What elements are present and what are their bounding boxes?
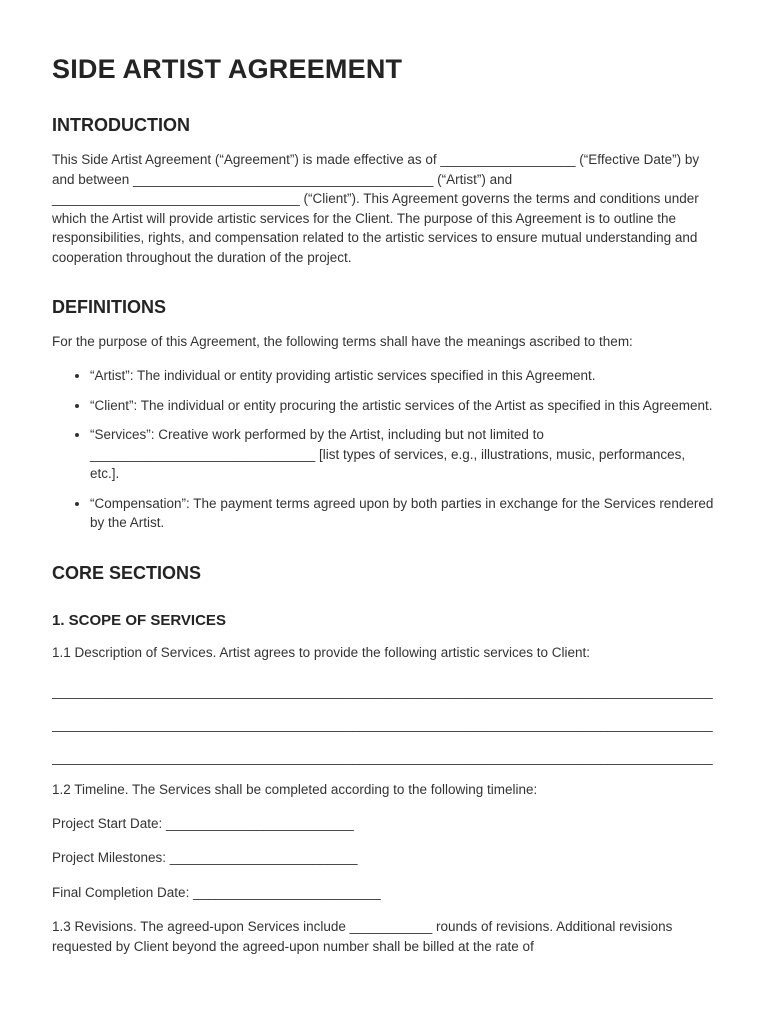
heading-definitions: DEFINITIONS (52, 297, 167, 318)
definitions-intro-paragraph: For the purpose of this Agreement, the following terms shall have the meanings ascribed to them: (52, 334, 633, 350)
clause-1-2-timeline: 1.2 Timeline. The Services shall be completed according to the following timeline: (52, 782, 538, 798)
heading-core-sections: CORE SECTIONS (52, 562, 202, 583)
definition-artist: • “Artist”: The individual or entity providing artistic services specified in this Agreement. (90, 366, 718, 386)
heading-scope-of-services: 1. SCOPE OF SERVICES (52, 611, 226, 629)
field-project-start-date: Project Start Date: _________________________ (52, 815, 354, 831)
field-project-milestones: Project Milestones: _________________________ (52, 850, 358, 866)
definitions-list (52, 366, 718, 533)
definition-services: • “Services”: Creative work performed by the Artist, including but not limited to ______________________________ [list types of services, e.g., illustrations, music, performances, etc.]. (90, 425, 718, 484)
document-title: SIDE ARTIST AGREEMENT (52, 54, 403, 84)
definition-client: • “Client”: The individual or entity procuring the artistic services of the Artist as specified in this Agreement. (90, 396, 718, 416)
clause-1-1-description: 1.1 Description of Services. Artist agrees to provide the following artistic services to Client: (52, 644, 590, 660)
fill-in-line-1: ________________________________________________________________________________________ (52, 684, 713, 700)
field-final-completion-date: Final Completion Date: _________________________ (52, 884, 381, 900)
definition-compensation: • “Compensation”: The payment terms agreed upon by both parties in exchange for the Services rendered by the Artist. (90, 494, 718, 533)
heading-introduction: INTRODUCTION (52, 115, 190, 135)
introduction-paragraph: This Side Artist Agreement (“Agreement”) is made effective as of __________________ (“Effective Date”) by and between ________________________________________ (“Artist”) and _________________________________ (“Client”). This Agreement governs the terms and conditions under which the Artist will provide artistic services for the Client. The purpose of this Agreement is to outline the responsibilities, rights, and compensation related to the artistic services to ensure mutual understanding and cooperation throughout the duration of the project. (52, 152, 700, 265)
clause-1-3-revisions: 1.3 Revisions. The agreed-upon Services include ___________ rounds of revisions. Additional revisions requested by Client beyond the agreed-upon number shall be billed at the rate of (52, 919, 673, 954)
fill-in-lines (52, 682, 718, 767)
fill-in-line-2: ________________________________________________________________________________________ (52, 717, 713, 732)
fill-in-line-3: ________________________________________________________________________________________ (52, 749, 713, 765)
